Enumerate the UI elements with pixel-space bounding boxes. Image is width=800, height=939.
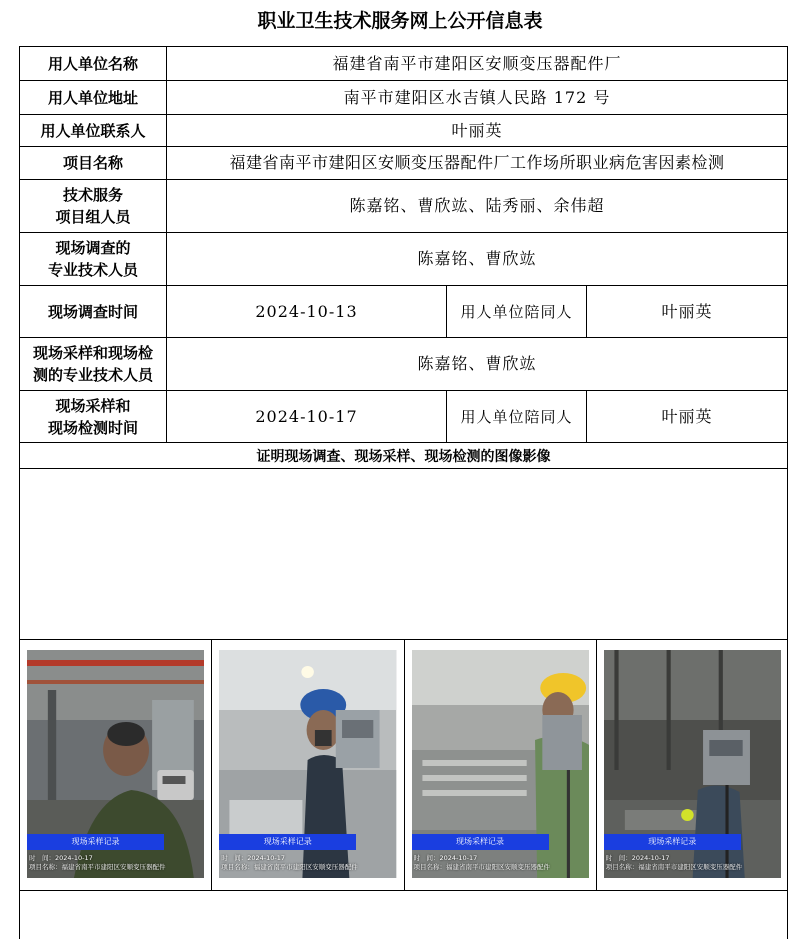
photo-time-label: 时 间： <box>605 854 632 862</box>
images-cell <box>20 469 788 939</box>
row-sampling-staff <box>20 338 788 391</box>
photo-badge: 现场采样记录 <box>604 834 741 850</box>
survey-time-value: 2024-10-13 <box>167 286 447 338</box>
site-photo-1 <box>27 650 204 878</box>
photo-strip <box>20 639 788 891</box>
photo-time-value: 2024-10-17 <box>439 854 478 862</box>
project-name-label: 项目名称 <box>20 147 167 180</box>
row-employer-name <box>20 47 788 81</box>
employer-name-value: 福建省南平市建阳区安顺变压器配件厂 <box>167 47 788 81</box>
survey-time-label: 现场调查时间 <box>20 286 167 338</box>
team-label-line1: 技术服务 <box>62 186 123 204</box>
images-header: 证明现场调查、现场采样、现场检测的图像影像 <box>20 443 788 469</box>
photo-time <box>221 854 389 863</box>
sampling-time-label-line1: 现场采样和 <box>55 396 131 415</box>
photo-badge: 现场采样记录 <box>412 834 549 850</box>
photo-badge: 现场采样记录 <box>219 834 356 850</box>
row-employer-contact <box>20 115 788 147</box>
photo-badge: 现场采样记录 <box>27 834 164 850</box>
sampling-companion-label: 用人单位陪同人 <box>447 391 587 443</box>
survey-staff-label-line1: 现场调查的 <box>55 239 131 257</box>
sampling-companion-value: 叶丽英 <box>587 391 788 443</box>
photo-meta <box>414 854 582 872</box>
photo-cell-2 <box>212 640 404 890</box>
sampling-time-label-line2: 现场检测时间 <box>47 418 138 437</box>
photo-project-label: 项目名称： <box>605 863 639 871</box>
sampling-staff-label <box>20 338 167 391</box>
survey-staff-label-line2: 专业技术人员 <box>47 261 138 279</box>
row-sampling-time <box>20 391 788 443</box>
photo-time-label: 时 间： <box>413 854 440 862</box>
sampling-staff-value: 陈嘉铭、曹欣竑 <box>167 338 788 391</box>
photo-area <box>20 469 787 939</box>
row-survey-time <box>20 286 788 338</box>
survey-staff-label <box>20 233 167 286</box>
photo-project-value: 福建省南平市建阳区安顺变压器配件 <box>253 863 358 871</box>
photo-project <box>221 863 389 872</box>
row-survey-staff <box>20 233 788 286</box>
photo-time <box>414 854 582 863</box>
photo-project-label: 项目名称： <box>29 863 62 871</box>
row-images-header <box>20 443 788 469</box>
employer-contact-value: 叶丽英 <box>167 115 788 147</box>
row-project-name <box>20 147 788 180</box>
team-label <box>20 180 167 233</box>
sampling-time-label <box>20 391 167 443</box>
photo-project-value: 福建省南平市建阳区安顺变压器配件 <box>638 863 743 871</box>
photo-project-value: 福建省南平市建阳区安顺变压器配件 <box>61 863 166 871</box>
photo-cell-3 <box>405 640 597 890</box>
photo-cell-1 <box>20 640 212 890</box>
photo-time-value: 2024-10-17 <box>55 854 93 862</box>
photo-project <box>29 863 197 872</box>
survey-staff-value: 陈嘉铭、曹欣竑 <box>167 233 788 286</box>
site-photo-4 <box>604 650 781 878</box>
sampling-staff-label-line2: 测的专业技术人员 <box>32 366 153 384</box>
sampling-time-value: 2024-10-17 <box>167 391 447 443</box>
employer-address-label: 用人单位地址 <box>20 81 167 115</box>
employer-name-label: 用人单位名称 <box>20 47 167 81</box>
survey-companion-label: 用人单位陪同人 <box>447 286 587 338</box>
site-photo-2 <box>219 650 396 878</box>
project-name-value: 福建省南平市建阳区安顺变压器配件厂工作场所职业病危害因素检测 <box>167 147 788 180</box>
team-value: 陈嘉铭、曹欣竑、陆秀丽、余伟超 <box>167 180 788 233</box>
photo-time-value: 2024-10-17 <box>631 854 670 862</box>
photo-meta <box>606 854 774 872</box>
photo-meta <box>221 854 389 872</box>
photo-project <box>606 863 774 872</box>
photo-time <box>29 854 197 863</box>
row-team <box>20 180 788 233</box>
survey-companion-value: 叶丽英 <box>587 286 788 338</box>
photo-project-value: 福建省南平市建阳区安顺变压器配件 <box>446 863 550 871</box>
photo-project-label: 项目名称： <box>413 863 446 871</box>
row-images <box>20 469 788 939</box>
employer-contact-label: 用人单位联系人 <box>20 115 167 147</box>
photo-time-value: 2024-10-17 <box>247 854 286 862</box>
photo-time <box>606 854 774 863</box>
sampling-staff-label-line1: 现场采样和现场检 <box>32 344 153 362</box>
row-employer-address <box>20 81 788 115</box>
info-table <box>19 46 788 939</box>
site-photo-3 <box>412 650 589 878</box>
employer-address-value: 南平市建阳区水吉镇人民路 172 号 <box>167 81 788 115</box>
team-label-line2: 项目组人员 <box>55 208 131 226</box>
photo-time-label: 时 间： <box>221 854 248 862</box>
photo-project <box>414 863 582 872</box>
photo-time-label: 时 间： <box>29 854 55 862</box>
photo-project-label: 项目名称： <box>221 863 254 871</box>
photo-cell-4 <box>597 640 788 890</box>
page-title: 职业卫生技术服务网上公开信息表 <box>257 10 543 32</box>
photo-meta <box>29 854 197 872</box>
